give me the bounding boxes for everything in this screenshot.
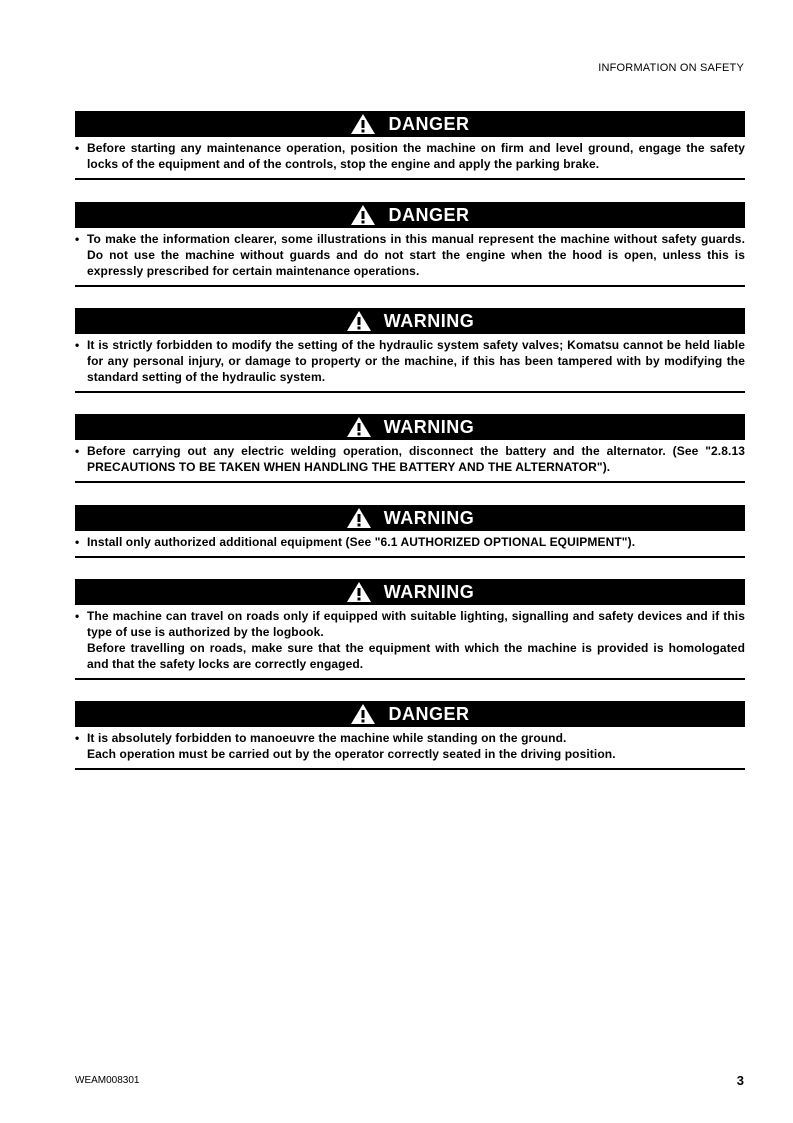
- notice-paragraph: Before travelling on roads, make sure that the equipment with which the machine is provided is homologated and that the safety locks are correctly engaged.: [87, 641, 745, 671]
- notice-header-bar: [75, 579, 745, 605]
- notice-level-label: WARNING: [383, 416, 475, 437]
- notice-level-label: WARNING: [383, 581, 475, 602]
- notice-header-bar: [75, 414, 745, 440]
- notice-header-bar: [75, 202, 745, 228]
- bullet: •: [75, 232, 80, 246]
- bullet: •: [75, 338, 80, 352]
- notice-header-bar: [75, 308, 745, 334]
- notice-text: [75, 531, 745, 556]
- divider: [75, 768, 745, 770]
- notice-header-bar: [75, 505, 745, 531]
- notice-level-label: DANGER: [388, 703, 470, 724]
- divider: [75, 678, 745, 680]
- warning-triangle-icon: [346, 581, 372, 603]
- notice-text: [75, 440, 745, 481]
- notice-level-label: DANGER: [388, 204, 470, 225]
- warning-triangle-icon: [346, 416, 372, 438]
- notice-text: [75, 605, 745, 678]
- divider: [75, 178, 745, 180]
- divider: [75, 556, 745, 558]
- divider: [75, 285, 745, 287]
- notice-header-bar: [75, 111, 745, 137]
- warning-notice-electric-welding: [75, 414, 745, 483]
- warning-notice-road-travel: [75, 579, 745, 680]
- warning-triangle-icon: [346, 507, 372, 529]
- page-number: 3: [736, 1073, 744, 1088]
- document-code: WEAM008301: [75, 1075, 140, 1086]
- notice-text: [75, 137, 745, 178]
- danger-notice-maintenance: [75, 111, 745, 180]
- warning-notice-hydraulic-valves: [75, 308, 745, 393]
- notice-level-label: DANGER: [388, 113, 470, 134]
- notice-text: [75, 228, 745, 285]
- danger-notice-operator-seated: [75, 701, 745, 770]
- notice-paragraph: The machine can travel on roads only if equipped with suitable lighting, signalling and safety devices and if this type of use is authorized by the logbook.: [87, 609, 745, 639]
- notice-header-bar: [75, 701, 745, 727]
- warning-triangle-icon: [350, 113, 376, 135]
- warning-notice-authorized-equipment: [75, 505, 745, 558]
- bullet: •: [75, 609, 80, 623]
- notice-text: [75, 334, 745, 391]
- section-title: INFORMATION ON SAFETY: [598, 62, 744, 74]
- notice-paragraph: To make the information clearer, some illustrations in this manual represent the machine without safety guards. Do not use the machine without guards and do not start the engine when the hood is open, unless this is expressly prescribed for certain maintenance operations.: [87, 232, 745, 278]
- notice-paragraph: It is strictly forbidden to modify the setting of the hydraulic system safety valves; Komatsu cannot be held liable for any personal injury, or damage to property or the machine, if this has been tampered with by modifying the standard setting of the hydraulic system.: [87, 338, 745, 384]
- bullet: •: [75, 535, 80, 549]
- bullet: •: [75, 444, 80, 458]
- notice-paragraph: Before starting any maintenance operation, position the machine on firm and level ground, engage the safety locks of the equipment and of the controls, stop the engine and apply the parking brake.: [87, 141, 745, 171]
- warning-triangle-icon: [346, 310, 372, 332]
- divider: [75, 391, 745, 393]
- divider: [75, 481, 745, 483]
- bullet: •: [75, 141, 80, 155]
- bullet: •: [75, 731, 80, 745]
- notice-level-label: WARNING: [383, 310, 475, 331]
- notice-paragraph: Each operation must be carried out by the operator correctly seated in the driving position.: [87, 747, 616, 761]
- notice-paragraph: Before carrying out any electric welding operation, disconnect the battery and the alternator. (See "2.8.13 PRECAUTIONS TO BE TAKEN WHEN HANDLING THE BATTERY AND THE ALTERNATOR").: [87, 444, 745, 474]
- notice-text: [75, 727, 745, 768]
- warning-triangle-icon: [350, 204, 376, 226]
- notice-level-label: WARNING: [383, 507, 475, 528]
- notice-paragraph: Install only authorized additional equipment (See "6.1 AUTHORIZED OPTIONAL EQUIPMENT").: [87, 535, 636, 549]
- notice-paragraph: It is absolutely forbidden to manoeuvre the machine while standing on the ground.: [87, 731, 567, 745]
- warning-triangle-icon: [350, 703, 376, 725]
- danger-notice-safety-guards: [75, 202, 745, 287]
